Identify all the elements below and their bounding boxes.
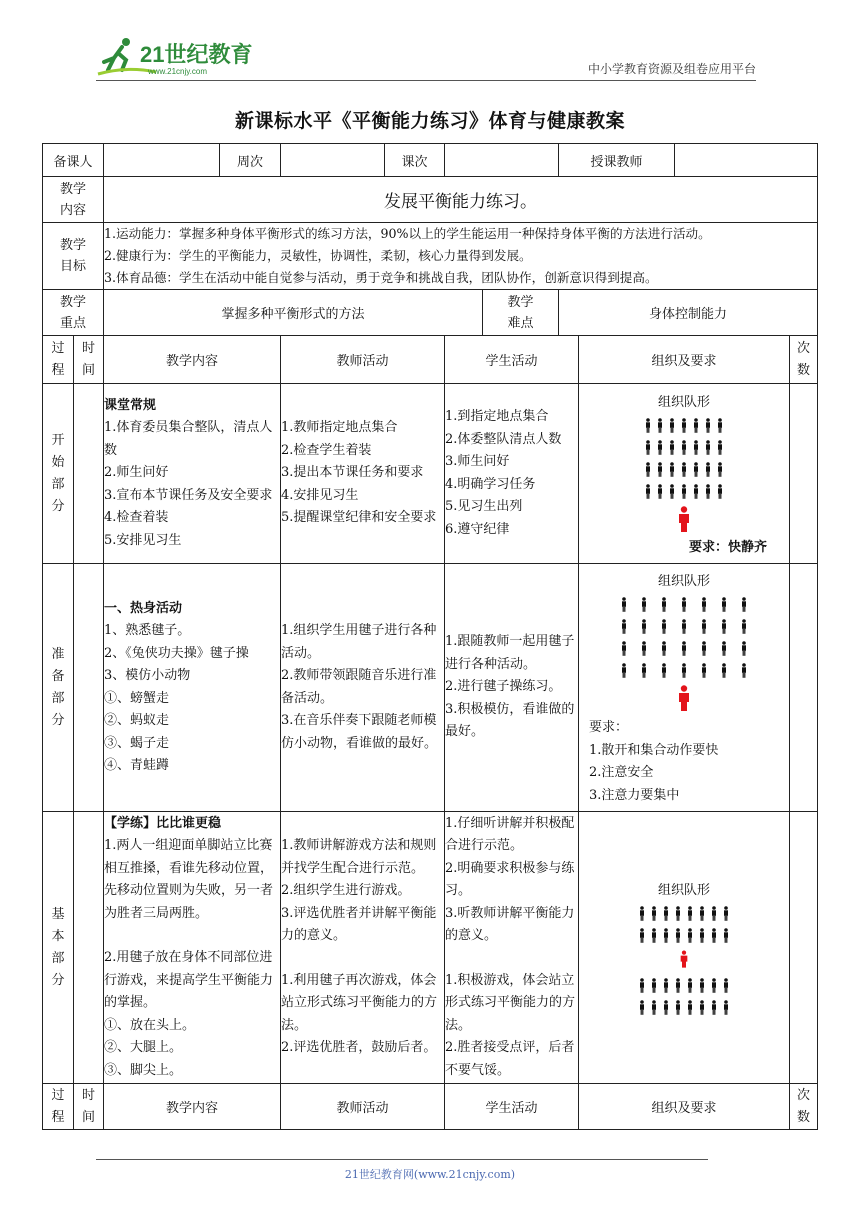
student-figure-icon [641, 663, 647, 678]
student-figure-icon [711, 1000, 717, 1015]
student-figure-icon [675, 906, 681, 921]
formation-row [579, 974, 789, 996]
student-figure-icon [717, 418, 723, 433]
student-figure-icon [639, 978, 645, 993]
student-figure-icon [675, 1000, 681, 1015]
goals-row [43, 223, 818, 290]
student-figure-icon [701, 597, 707, 612]
student-figure-icon [675, 978, 681, 993]
student-figure-icon [717, 440, 723, 455]
goals-list [104, 223, 818, 290]
student-figure-icon [701, 641, 707, 656]
site-logo [96, 36, 266, 80]
student-figure-icon [705, 484, 711, 499]
col-teacher: 教师活动 [281, 336, 445, 384]
student-figure-icon [721, 597, 727, 612]
col-organization: 组织及要求 [579, 1084, 790, 1130]
col-student: 学生活动 [445, 336, 579, 384]
col-organization: 组织及要求 [579, 336, 790, 384]
col-time: 时 间 [74, 336, 104, 384]
formation-title: 组织队形 [658, 574, 711, 589]
student-figure-icon [705, 462, 711, 477]
formation-row [579, 924, 789, 946]
student-figure-icon [687, 928, 693, 943]
student-figure-icon [657, 440, 663, 455]
student-figure-icon [621, 663, 627, 678]
time-cell [74, 384, 104, 564]
student-figure-icon [681, 619, 687, 634]
organization-requirement: 要求：快静齐 [689, 540, 768, 555]
student-figure-icon [657, 462, 663, 477]
student-figure-icon [663, 906, 669, 921]
goal-item: 1.运动能力：掌握多种身体平衡形式的练习方法，90%以上的学生能运用一种保持身体平衡的方法进行活动。 [104, 226, 711, 241]
teacher-figure-icon [678, 506, 690, 532]
student-figure-icon [711, 978, 717, 993]
count-cell [790, 384, 818, 564]
formation-row [579, 414, 789, 436]
formation-diagram [579, 414, 789, 502]
lesson-plan-table [42, 143, 818, 1130]
session-label: 课次 [385, 144, 445, 177]
student-figure-icon [669, 484, 675, 499]
student-figure-icon [699, 906, 705, 921]
col-process: 过 程 [43, 1084, 74, 1130]
student-figure-icon [693, 462, 699, 477]
student-figure-icon [711, 906, 717, 921]
student-figure-icon [681, 462, 687, 477]
formation-row [579, 458, 789, 480]
formation-row [579, 436, 789, 458]
info-row [43, 144, 818, 177]
content-cell: 课堂常规 1.体育委员集合整队，清点人数 2.师生问好 3.宣布本节课任务及安全要求 4.检查着装 5.安排见习生 [104, 384, 281, 564]
logo-text: 21世纪教育 [140, 42, 253, 67]
student-figure-icon [669, 462, 675, 477]
difficulty-label: 教学 难点 [483, 290, 559, 336]
student-figure-icon [639, 1000, 645, 1015]
header-divider [96, 80, 756, 81]
student-figure-icon [621, 619, 627, 634]
student-figure-icon [645, 462, 651, 477]
column-header-row [43, 336, 818, 384]
preparer-value [104, 144, 220, 177]
student-figure-icon [681, 597, 687, 612]
student-figure-icon [723, 1000, 729, 1015]
student-figure-icon [721, 619, 727, 634]
student-figure-icon [661, 663, 667, 678]
week-label: 周次 [220, 144, 281, 177]
student-figure-icon [681, 641, 687, 656]
student-figure-icon [669, 418, 675, 433]
student-figure-icon [661, 619, 667, 634]
student-figure-icon [721, 663, 727, 678]
col-content: 教学内容 [104, 1084, 281, 1130]
student-figure-icon [693, 484, 699, 499]
student-figure-icon [675, 928, 681, 943]
student-figure-icon [645, 418, 651, 433]
student-figure-icon [705, 440, 711, 455]
student-figure-icon [723, 928, 729, 943]
footer-divider [96, 1159, 708, 1160]
student-figure-icon [687, 978, 693, 993]
student-figure-icon [639, 928, 645, 943]
formation-row [579, 593, 789, 615]
formation-title: 组织队形 [658, 395, 711, 410]
teacher-figure-icon [678, 685, 690, 711]
formation-row [579, 996, 789, 1018]
teacher-cell: 1.教师讲解游戏方法和规则并找学生配合进行示范。 2.组织学生进行游戏。 3.评选优胜者并讲解平衡能力的意义。 1.利用毽子再次游戏，体会站立形式练习平衡能力的方法。 2.评选优胜者，鼓励后者。 [281, 812, 445, 1084]
student-figure-icon [661, 641, 667, 656]
student-figure-icon [693, 440, 699, 455]
student-figure-icon [711, 928, 717, 943]
student-figure-icon [687, 906, 693, 921]
keypoints-row [43, 290, 818, 336]
student-figure-icon [645, 440, 651, 455]
student-figure-icon [669, 440, 675, 455]
content-cell: 【学练】比比谁更稳 1.两人一组迎面单脚站立比赛相互推搡，看谁先移动位置，先移动位置则为失败，另一者为胜者三局两胜。 2.用毽子放在身体不同部位进行游戏，来提高学生平衡能力的掌握。 ①、放在头上。 ②、大腿上。 ③、脚尖上。 [104, 812, 281, 1084]
session-value [445, 144, 559, 177]
student-figure-icon [651, 928, 657, 943]
student-figure-icon [641, 597, 647, 612]
student-figure-icon [701, 619, 707, 634]
student-figure-icon [657, 418, 663, 433]
platform-name: 中小学教育资源及组卷应用平台 [587, 62, 756, 76]
student-figure-icon [693, 418, 699, 433]
teacher-figure-icon [680, 950, 688, 968]
student-figure-icon [661, 597, 667, 612]
student-figure-icon [645, 484, 651, 499]
student-figure-icon [741, 619, 747, 634]
organization-cell [579, 384, 790, 564]
student-figure-icon [717, 484, 723, 499]
student-figure-icon [699, 1000, 705, 1015]
student-figure-icon [717, 462, 723, 477]
preparer-label: 备课人 [43, 144, 104, 177]
student-figure-icon [741, 641, 747, 656]
section-prep [43, 564, 818, 812]
student-figure-icon [639, 906, 645, 921]
student-figure-icon [681, 418, 687, 433]
goal-item: 3.体育品德：学生在活动中能自觉参与活动，勇于竞争和挑战自我，团队协作，创新意识得到提高。 [104, 270, 658, 285]
student-figure-icon [721, 641, 727, 656]
time-cell [74, 812, 104, 1084]
count-cell [790, 812, 818, 1084]
formation-row [579, 615, 789, 637]
formation-row [579, 902, 789, 924]
col-student: 学生活动 [445, 1084, 579, 1130]
student-figure-icon [651, 906, 657, 921]
student-figure-icon [621, 641, 627, 656]
student-figure-icon [663, 978, 669, 993]
content-cell: 一、热身活动 1、熟悉毽子。 2、《兔侠功夫操》毽子操 3、模仿小动物 ①、螃蟹走 ②、蚂蚁走 ③、蝎子走 ④、青蛙蹲 [104, 564, 281, 812]
difficulty-value: 身体控制能力 [559, 290, 818, 336]
formation-diagram-top [579, 902, 789, 946]
student-cell: 1.仔细听讲解并积极配合进行示范。 2.明确要求积极参与练习。 3.听教师讲解平衡能力的意义。 1.积极游戏，体会站立形式练习平衡能力的方法。 2.胜者接受点评，后者不要气馁。 [445, 812, 579, 1084]
student-figure-icon [641, 641, 647, 656]
content-row [43, 177, 818, 223]
student-figure-icon [681, 484, 687, 499]
keypoint-label: 教学 重点 [43, 290, 104, 336]
goal-item: 2.健康行为：学生的平衡能力，灵敏性，协调性，柔韧，核心力量得到发展。 [104, 248, 532, 263]
organization-requirements: 要求： 1.散开和集合动作要快 2.注意安全 3.注意力要集中 [589, 720, 719, 803]
section-basic [43, 812, 818, 1084]
teacher-value [675, 144, 818, 177]
col-count: 次 数 [790, 1084, 818, 1130]
student-figure-icon [701, 663, 707, 678]
student-figure-icon [651, 1000, 657, 1015]
col-count: 次 数 [790, 336, 818, 384]
student-cell: 1.到指定地点集合 2.体委整队清点人数 3.师生问好 4.明确学习任务 5.见习生出列 6.遵守纪律 [445, 384, 579, 564]
phase-label: 准 备 部 分 [43, 564, 74, 812]
formation-title: 组织队形 [658, 883, 711, 898]
student-figure-icon [699, 978, 705, 993]
teacher-cell: 1.教师指定地点集合 2.检查学生着装 3.提出本节课任务和要求 4.安排见习生 5.提醒课堂纪律和安全要求 [281, 384, 445, 564]
organization-cell [579, 812, 790, 1084]
student-figure-icon [663, 928, 669, 943]
content-value: 发展平衡能力练习。 [104, 177, 818, 223]
student-figure-icon [741, 663, 747, 678]
formation-row [579, 637, 789, 659]
column-header-row-repeat [43, 1084, 818, 1130]
organization-cell [579, 564, 790, 812]
week-value [281, 144, 385, 177]
student-figure-icon [705, 418, 711, 433]
student-figure-icon [723, 978, 729, 993]
goals-label: 教学 目标 [43, 223, 104, 290]
formation-diagram-bottom [579, 974, 789, 1018]
keypoint-value: 掌握多种平衡形式的方法 [104, 290, 483, 336]
document-title: 新课标水平《平衡能力练习》体育与健康教案 [234, 110, 625, 132]
col-content: 教学内容 [104, 336, 281, 384]
student-figure-icon [741, 597, 747, 612]
student-figure-icon [723, 906, 729, 921]
content-label: 教学 内容 [43, 177, 104, 223]
formation-diagram [579, 593, 789, 681]
student-figure-icon [681, 440, 687, 455]
student-figure-icon [657, 484, 663, 499]
time-cell [74, 564, 104, 812]
student-figure-icon [651, 978, 657, 993]
col-teacher: 教师活动 [281, 1084, 445, 1130]
teacher-cell: 1.组织学生用毽子进行各种活动。 2.教师带领跟随音乐进行准备活动。 3.在音乐伴奏下跟随老师模仿小动物，看谁做的最好。 [281, 564, 445, 812]
logo-url: www.21cnjy.com [148, 67, 207, 76]
phase-label: 基 本 部 分 [43, 812, 74, 1084]
student-figure-icon [641, 619, 647, 634]
col-process: 过 程 [43, 336, 74, 384]
teacher-label: 授课教师 [559, 144, 675, 177]
count-cell [790, 564, 818, 812]
student-cell: 1.跟随教师一起用毽子进行各种活动。 2.进行毽子操练习。 3.积极模仿，看谁做的最好。 [445, 564, 579, 812]
phase-label: 开 始 部 分 [43, 384, 74, 564]
student-figure-icon [699, 928, 705, 943]
col-time: 时 间 [74, 1084, 104, 1130]
section-start [43, 384, 818, 564]
student-figure-icon [687, 1000, 693, 1015]
formation-row [579, 659, 789, 681]
student-figure-icon [681, 663, 687, 678]
student-figure-icon [621, 597, 627, 612]
footer-site: 21世纪教育网(www.21cnjy.com) [344, 1168, 516, 1181]
formation-row [579, 480, 789, 502]
student-figure-icon [663, 1000, 669, 1015]
